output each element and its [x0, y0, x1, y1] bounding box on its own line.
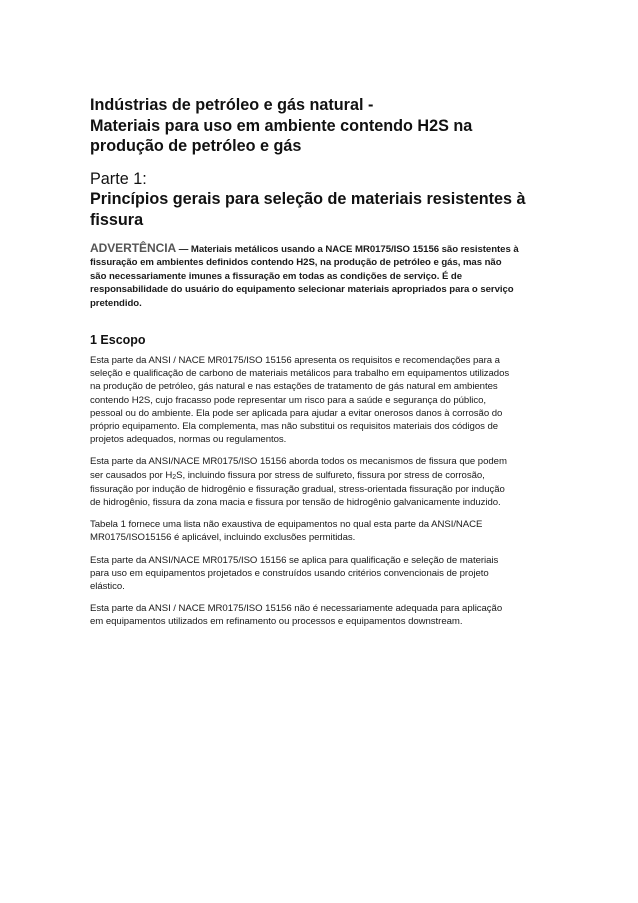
part-label: Parte 1: [90, 169, 147, 188]
paragraph-line: Tabela 1 fornece uma lista não exaustiva de equipamentos no qual esta parte da ANSI/NACE [90, 519, 483, 531]
paragraph-line: projetos adequados, normas ou regulamentos. [90, 434, 287, 446]
paragraph-line: fissuração por indução de hidrogênio e fissuração gradual, stress-orientada fissuração por indução [90, 483, 505, 495]
warning-line: pretendido. [90, 297, 142, 309]
paragraph-line: elástico. [90, 581, 125, 593]
part-title-line: Princípios gerais para seleção de materiais resistentes à [90, 190, 526, 208]
warning-label: ADVERTÊNCIA [90, 241, 177, 255]
part-heading [90, 169, 548, 231]
paragraph-line: contendo H2S, cujo fracasso pode representar um risco para a saúde e segurança do público, [90, 394, 487, 406]
document-title [90, 95, 548, 157]
warning-line: — Materiais metálicos usando a NACE MR0175/ISO 15156 são resistentes à [176, 244, 519, 255]
paragraph-line: em equipamentos utilizados em refinamento ou processos e equipamentos downstream. [90, 616, 463, 628]
paragraph-line: Esta parte da ANSI/NACE MR0175/ISO 15156 se aplica para qualificação e seleção de materiais [90, 554, 499, 566]
paragraph-line: na produção de petróleo, gás natural e nas estações de tratamento de gás natural em ambientes [90, 381, 498, 393]
paragraph-line: para uso em equipamentos projetados e construídos usando critérios convencionais de projeto [90, 567, 489, 579]
paragraph-line: S, incluindo fissura por stress de sulfureto, fissura por stress de corrosão, [176, 469, 485, 481]
scope-paragraph-1 [90, 354, 548, 446]
scope-paragraph-5 [90, 602, 548, 628]
title-line: Indústrias de petróleo e gás natural - [90, 96, 374, 114]
scope-paragraph-3 [90, 518, 548, 544]
paragraph-line: de hidrogênio, fissura da zona macia e fissura por tensão de hidrogênio galvanicamente induzido. [90, 497, 501, 509]
title-line: produção de petróleo e gás [90, 137, 302, 155]
section-heading: 1 Escopo [90, 333, 146, 348]
paragraph-line: seleção e qualificação de carbono de materiais metálicos para trabalho em equipamentos utilizados [90, 368, 510, 380]
part-title-line: fissura [90, 210, 144, 229]
scope-paragraph-4 [90, 554, 548, 594]
warning-line: fissuração em ambientes definidos contendo H2S, na produção de petróleo e gás, mas não [90, 257, 502, 269]
paragraph-line: próprio equipamento. Ela complementa, mas não substitui os requisitos materiais dos códigos de [90, 421, 499, 433]
part-title [90, 189, 548, 230]
paragraph-line: Esta parte da ANSI / NACE MR0175/ISO 15156 apresenta os requisitos e recomendações para a [90, 355, 500, 367]
paragraph-line: pessoal ou do ambiente. Ela pode ser aplicada para ajudar a evitar onerosos danos à corrosão do [90, 407, 503, 419]
warning-line: responsabilidade do usuário do equipamento selecionar materiais apropriados para o serviço [90, 284, 514, 296]
paragraph-line: Esta parte da ANSI / NACE MR0175/ISO 15156 não é necessariamente adequada para aplicação [90, 603, 503, 615]
document-page [90, 95, 548, 638]
scope-paragraph-2 [90, 455, 548, 509]
paragraph-line: ser causados por H [90, 469, 173, 481]
paragraph-line: Esta parte da ANSI/NACE MR0175/ISO 15156 aborda todos os mecanismos de fissura que podem [90, 456, 507, 468]
subscript-2: 2 [172, 473, 177, 481]
title-line: Materiais para uso em ambiente contendo H2S na [90, 116, 473, 135]
paragraph-line: MR0175/ISO15156 é aplicável, incluindo exclusões permitidas. [90, 532, 356, 544]
warning-block [90, 242, 548, 310]
warning-line: são necessariamente imunes a fissuração em todas as condições de serviço. É de [90, 270, 463, 282]
